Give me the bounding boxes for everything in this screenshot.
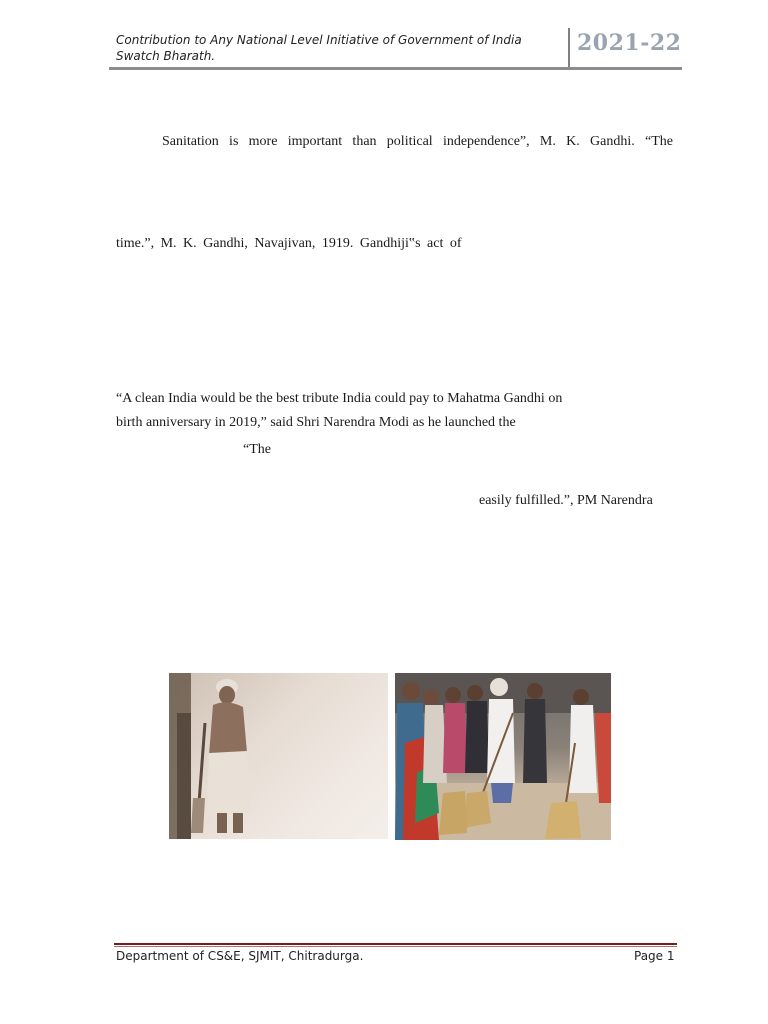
header-line-1: Contribution to Any National Level Initiative of Government of India — [116, 33, 522, 47]
footer-rule-thin — [114, 946, 677, 947]
gandhi-photo — [169, 673, 388, 839]
header-divider — [568, 28, 570, 68]
footer-department: Department of CS&E, SJMIT, Chitradurga. — [116, 949, 364, 963]
paragraph-3-line-2: birth anniversary in 2019,” said Shri Narendra Modi as he launched the — [116, 415, 516, 430]
paragraph-3-line-1: “A clean India would be the best tribute India could pay to Mahatma Gandhi on — [116, 391, 563, 406]
sweeping-photo-drawing — [395, 673, 611, 840]
gandhi-photo-drawing — [169, 673, 388, 839]
footer-page-number: Page 1 — [634, 949, 675, 963]
swachh-bharat-sweeping-photo — [395, 673, 611, 840]
paragraph-1: Sanitation is more important than political independence”, M. K. Gandhi. “The — [162, 134, 673, 149]
page-header — [109, 26, 682, 70]
header-line-2: Swatch Bharath. — [116, 49, 216, 63]
paragraph-2: time.”, M. K. Gandhi, Navajivan, 1919. Gandhiji‟s act of — [116, 236, 462, 251]
header-rule — [109, 67, 682, 70]
header-text — [116, 32, 566, 64]
header-year: 2021-22 — [577, 30, 682, 56]
footer-rule — [114, 943, 677, 945]
paragraph-4: “The — [243, 442, 271, 457]
paragraph-5: easily fulfilled.”, PM Narendra — [479, 493, 653, 508]
